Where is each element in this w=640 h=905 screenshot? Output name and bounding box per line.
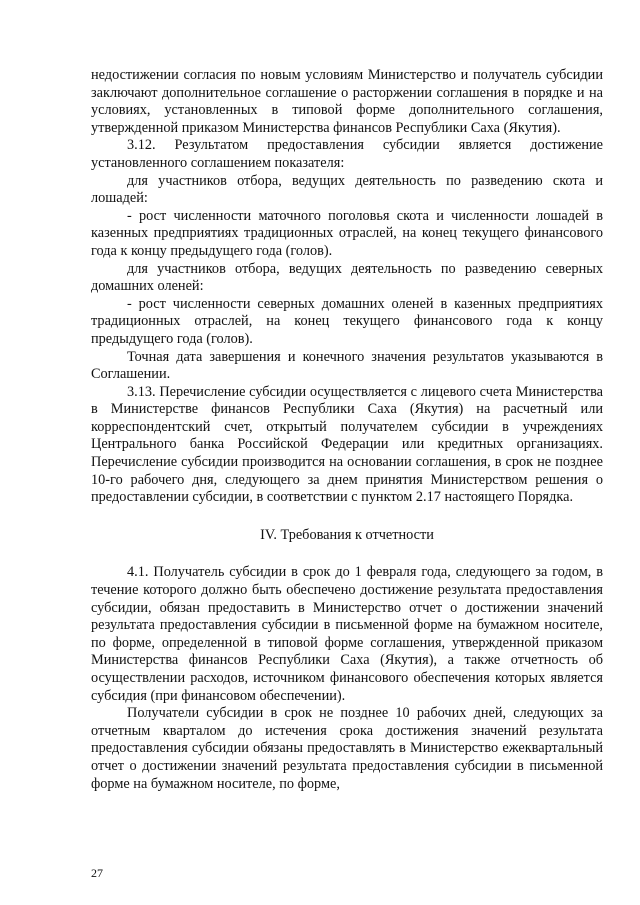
- paragraph-livestock-indicator: - рост численности маточного поголовья скота и численности лошадей в казенных предприятиях традиционных отраслей, на конец текущего финансового года к концу предыдущего года (голов).: [91, 207, 603, 259]
- page-number: 27: [91, 866, 103, 880]
- section-heading: IV. Требования к отчетности: [260, 526, 434, 543]
- paragraph-3-12: 3.12. Результатом предоставления субсидии является достижение установленного соглашением показателя:: [91, 137, 603, 171]
- document-body: [91, 67, 603, 793]
- paragraph-3-13: 3.13. Перечисление субсидии осуществляется с лицевого счета Министерства в Министерстве финансов Республики Саха (Якутия) на расчетный или корреспондентский счет, открытый получателем субсидии в учреждениях Центрального банка Российской Федерации или кредитных организациях. Перечисление субсидии производится на основании соглашения, в срок не позднее 10-го рабочего дня, следующего за днем принятия Министерством решения о предоставлении субсидии, в соответствии с пунктом 2.17 настоящего Порядка.: [91, 383, 603, 506]
- paragraph-reindeer-participants: для участников отбора, ведущих деятельность по разведению северных домашних оленей:: [91, 260, 603, 295]
- paragraph-continuation: недостижении согласия по новым условиям Министерство и получатель субсидии заключают дополнительное соглашение о расторжении соглашения в порядке и на условиях, установленных в типовой форме дополнительного соглашения, утвержденной приказом Министерства финансов Республики Саха (Якутия).: [91, 67, 603, 136]
- paragraph-exact-date: Точная дата завершения и конечного значения результатов указываются в Соглашении.: [91, 348, 603, 383]
- paragraph-livestock-participants: для участников отбора, ведущих деятельность по разведению скота и лошадей:: [91, 172, 603, 207]
- paragraph-quarterly-report: Получатели субсидии в срок не позднее 10 рабочих дней, следующих за отчетным кварталом до истечения срока достижения значений результата предоставления субсидии обязаны предоставлять в Министерство ежеквартальный отчет о достижении значений результата предоставления субсидии в письменной форме на бумажном носителе, по форме,: [91, 705, 603, 792]
- paragraph-reindeer-indicator: - рост численности северных домашних оленей в казенных предприятиях традиционных отраслей, на конец текущего финансового года к концу предыдущего года (голов).: [91, 295, 603, 347]
- paragraph-4-1: 4.1. Получатель субсидии в срок до 1 февраля года, следующего за годом, в течение которого должно быть обеспечено достижение результата предоставления субсидии, обязан предоставить в Министерство отчет о достижении значений результата предоставления субсидии в письменной форме на бумажном носителе, по форме, определенной в типовой форме соглашения, утвержденной приказом Министерства финансов Республики Саха (Якутия), а также отчетность об осуществлении расходов, источником финансового обеспечения которых является субсидия (при финансовом обеспечении).: [91, 564, 603, 704]
